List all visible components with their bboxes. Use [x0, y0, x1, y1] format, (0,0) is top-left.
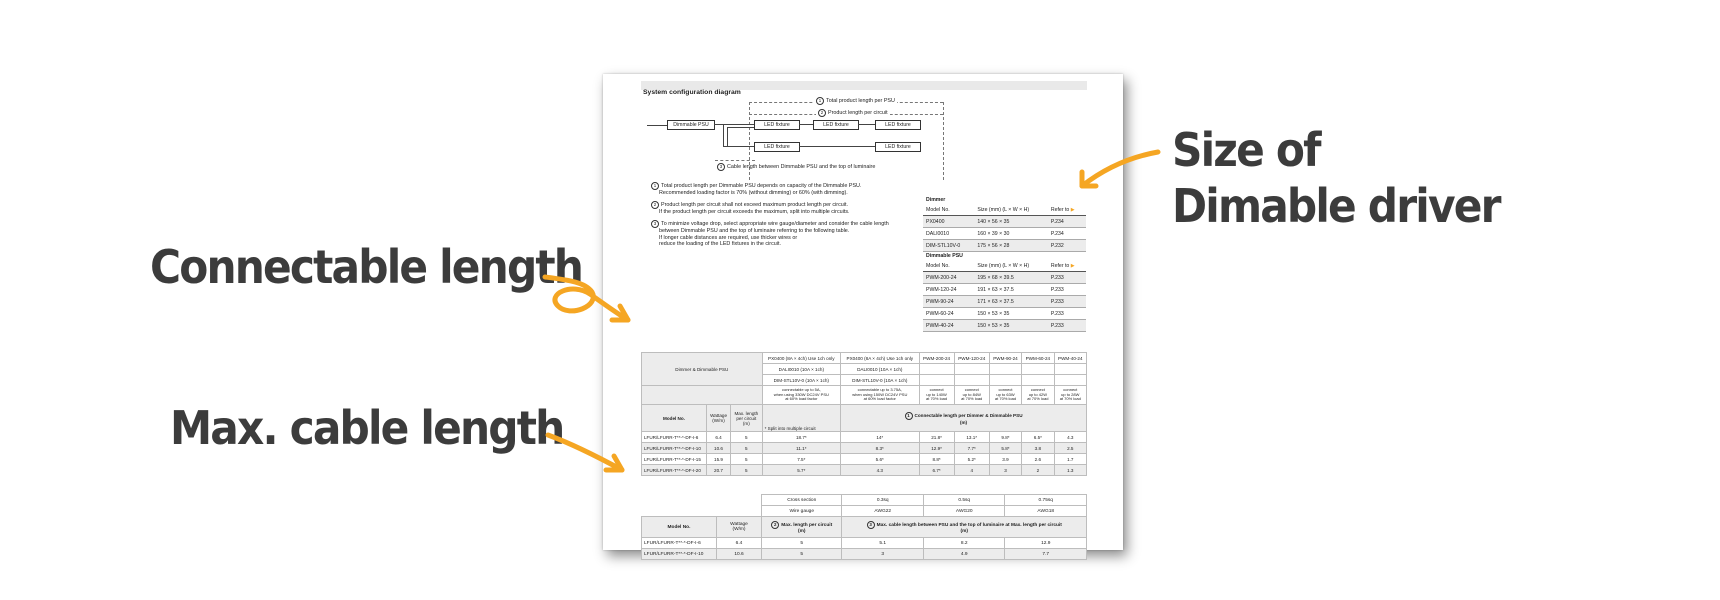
- conn-row-1: LFUR/LFURR-T**-*-DF-I-6 6.4 5 18.7* 14* 21.8* 13.1* 9.8* 6.5* 4.3: [642, 432, 1087, 443]
- conn-header-row: Model No. Wattage (W/m) Max. length per circuit (m) * Split into multiple circuit 1 Connectable length per Dimmer & Dimmable PSU (m): [642, 405, 1087, 432]
- conn-row-2: LFUR/LFURR-T**-*-DF-I-10 10.6 5 11.1* 8.3* 12.9* 7.7* 5.8* 3.8 2.5: [642, 443, 1087, 454]
- note-3: 3 To minimize voltage drop, select appropriate wire gauge/diameter and consider the cable length between Dimmable PSU and the top of luminaire referring to the following table. If longer cable distances are required, use thicker wires or reduce the loading of the LED fixtures in the circuit.: [651, 220, 889, 248]
- callout-size-line1: Size of: [1172, 123, 1320, 177]
- arrow-max-cable: [548, 435, 622, 470]
- arrow-size: [1082, 152, 1158, 186]
- psu-label: Dimmable PSU: [926, 253, 963, 259]
- dimmer-label: Dimmer: [926, 197, 946, 203]
- conn-row-4: LFUR/LFURR-T**-*-DF-I-20 20.7 5 5.7* 4.3 6.7* 4 3 2 1.3: [642, 465, 1087, 476]
- led-fixture-2: LED fixture: [813, 120, 859, 130]
- connectable-table: Dimmer & Dimmable PSU PX0400 (8A × 4ch) Use 1ch only PX0400 (8A × 4ch) Use 1ch only PWM-200-24 PWM-120-24 PWM-90-24 PWM-60-24 PWM-40-24 DALI0010 (10A × 1ch) DALI0010 (10A × 1ch) DIM-STL10V-0 (10A × 1ch) DIM-STL10V-0 (10A × 1ch) connectable up to 5A, when using 330W DC24V PSU at 60% load factor connectable up to 3.75A, when using 150W DC24V PSU at 60% load factor connect up to 140W at 70% load connect up to 84W at 70% load connect up to 63W at 70% load connect up to 42W at 70% load connect up to 28W at 70% load Model No. Wattage (W/m) Max. length per circuit (m) * Split into multiple circuit 1 Connectable length per Dimmer & Dimmable PSU (m) LFUR/LFURR-T**-*-DF-I-6 6.4 5 18.7* 14* 21.8* 13.1* 9.8* 6.5* 4.3 LFUR/LFURR-T**-*-DF-I-10 10.6 5 11.1* 8.3* 12.9* 7.7* 5.8* 3.8 2.5 LFUR/LFURR-T**-*-DF-I-15 15.9 5 7.5* 5.6* 8.8* 5.2* 3.9 2.6 1.7 LFUR/LFURR-T**-*-DF-I-20 20.7 5 5.7* 4.3 6.7* 4 3 2 1.3: [641, 352, 1087, 476]
- led-fixture-1: LED fixture: [754, 120, 800, 130]
- led-fixture-3: LED fixture: [875, 120, 921, 130]
- arrow-connectable: [545, 277, 628, 320]
- led-fixture-4: LED fixture: [754, 142, 800, 152]
- size-table: Dimmer Model No. Size (mm) (L × W × H) Refer to ▶ PX0400 140 × 56 × 35 P.234 DALI0010 160 × 39 × 30 P.234 DIM-STL10V-0 175 × 56 × 28 P.232 Dimmable PSU Model No. Size (mm) (L × W × H) Refer to ▶ PWM-200-24 195 × 68 × 39.5 P.233 PWM-120-24 191 × 63 × 37.5 P.233 PWM-90-24 171 × 63 × 37.5 P.233 PWM-60-24 150 × 53 × 35 P.233 PWM-40-24 150 × 53 × 35 P.233: [923, 196, 1086, 332]
- callout-size-line2: Dimable driver: [1172, 179, 1500, 233]
- label-product-length: 2 Product length per circuit: [816, 109, 890, 117]
- conn-corner: Dimmer & Dimmable PSU: [642, 353, 763, 386]
- cable-row-1: LFUR/LFURR-T**-*-DF-I-6 6.4 5 5.1 8.2 12.9: [642, 538, 1087, 549]
- conn-row-3: LFUR/LFURR-T**-*-DF-I-15 15.9 5 7.5* 5.6* 8.8* 5.2* 3.9 2.6 1.7: [642, 454, 1087, 465]
- cable-table: Cross section 0.3sq 0.5sq 0.75sq Wire gauge AWG22 AWG20 AWG18 Model No. Wattage (W/m) 2 Max. length per circuit (m) 3 Max. cable length between PSU and the top of luminaire at Max. length per circuit (m) LFUR/LFURR-T**-*-DF-I-6 6.4 5 5.1 8.2 12.9 LFUR/LFURR-T**-*-DF-I-10 10.6 5 3 4.9 7.7: [641, 494, 1087, 560]
- led-fixture-5: LED fixture: [875, 142, 921, 152]
- label-cable-length: 3 Cable length between Dimmable PSU and the top of luminaire: [717, 163, 875, 171]
- note-2: 2 Product length per circuit shall not exceed maximum product length per circuit. If the product length per circuit exceeds the maximum, split into multiple circuits.: [651, 201, 850, 216]
- section-title: System configuration diagram: [643, 89, 741, 96]
- label-total-length: 1 Total product length per PSU: [814, 97, 897, 105]
- callout-connectable-length: Connectable length: [150, 240, 583, 294]
- note-1: 1 Total product length per Dimmable PSU depends on capacity of the Dimmable PSU. Recommended loading factor is 70% (without dimming) or 60% (with dimming).: [651, 182, 861, 197]
- capacity-notes-row: connectable up to 5A, when using 330W DC24V PSU at 60% load factor connectable up to 3.75A, when using 150W DC24V PSU at 60% load factor connect up to 140W at 70% load connect up to 84W at 70% load connect up to 63W at 70% load connect up to 42W at 70% load connect up to 28W at 70% load: [642, 386, 1087, 405]
- cable-header-row: Model No. Wattage (W/m) 2 Max. length per circuit (m) 3 Max. cable length between PSU and the top of luminaire at Max. length per circuit (m): [642, 517, 1087, 538]
- psu-box: Dimmable PSU: [667, 120, 715, 130]
- cable-row-2: LFUR/LFURR-T**-*-DF-I-10 10.6 5 3 4.9 7.7: [642, 549, 1087, 560]
- callout-max-cable-length: Max. cable length: [170, 401, 564, 455]
